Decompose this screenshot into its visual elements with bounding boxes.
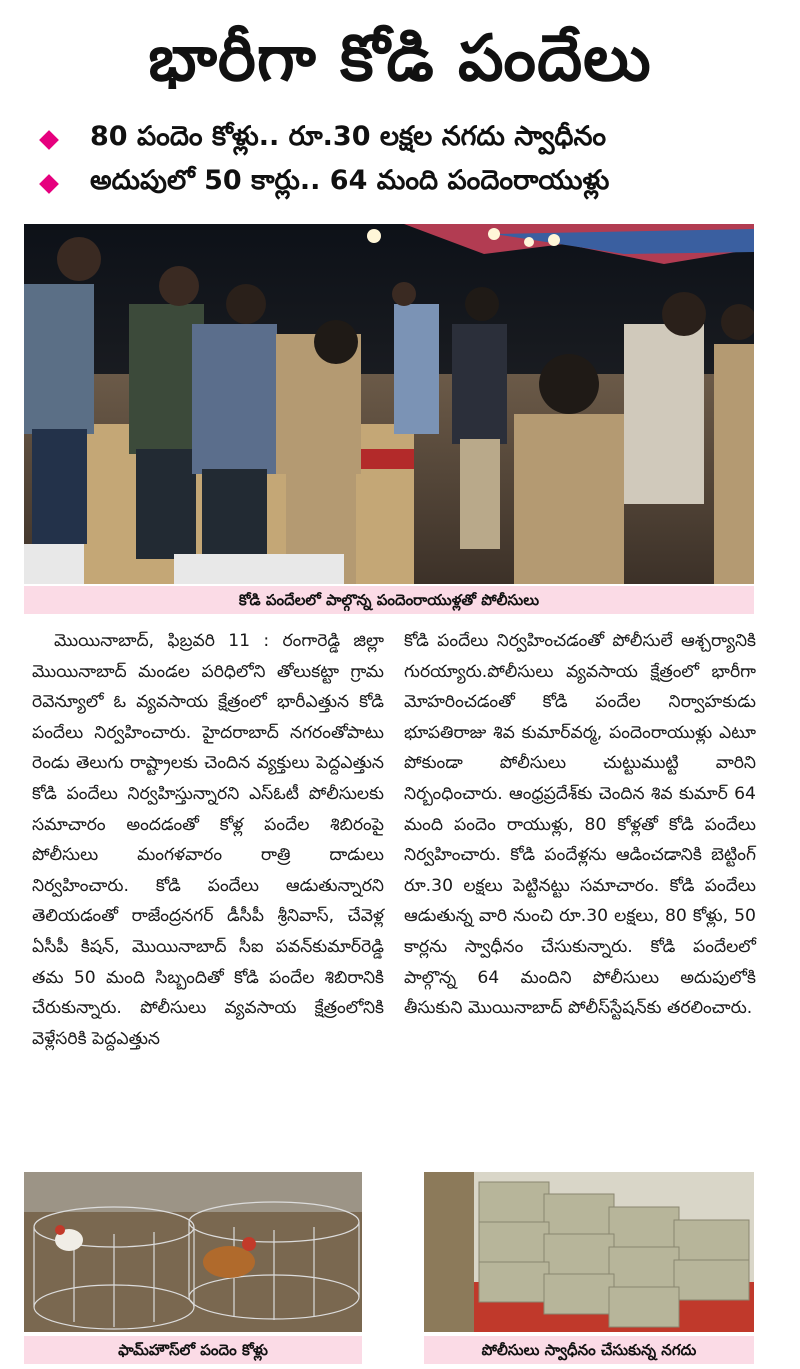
article-column-2 — [404, 626, 756, 1024]
subheadline-list — [36, 118, 776, 206]
subheadline-item — [36, 162, 776, 206]
article-paragraph: మొయినాబాద్, ఫిబ్రవరి 11 : రంగారెడ్డి జిల్లా మొయినాబాద్ మండల పరిధిలోని తోలుకట్టా గ్రామ రెవెన్యూలో ఓ వ్యవసాయ క్షేత్రంలో భారీఎత్తున కోడి పందేలు నిర్వహించారు. హైదరాబాద్ నగరంతోపాటు రెండు తెలుగు రాష్ట్రాలకు చెందిన వ్యక్తులు పెద్దఎత్తున కోడి పందేలు నిర్వహిస్తున్నారని ఎస్ఓటీ పోలీసులకు సమాచారం అందడంతో కోళ్ల పందేల శిబిరంపై పోలీసులు మంగళవారం రాత్రి దాడులు నిర్వహించారు. కోడి పందేలు ఆడుతున్నారని తెలియడంతో రాజేంద్రనగర్ డీసీపీ శ్రీనివాస్, చేవెళ్ల ఏసీపీ కిషన్, మొయినాబాద్ సీఐ పవన్‌కుమార్‌రెడ్డి తమ 50 మంది సిబ్బందితో కోడి పందేల శిబిరానికి చేరుకున్నారు. పోలీసులు వ్యవసాయ క్షేత్రంలోనికి వెళ్లేసరికి పెద్దఎత్తున — [32, 631, 384, 1049]
diamond-bullet-icon — [39, 130, 59, 150]
article-paragraph: కోడి పందేలు నిర్వహించడంతో పోలీసులే ఆశ్చర్యానికి గురయ్యారు.పోలీసులు వ్యవసాయ క్షేత్రంలో భారీగా మోహరించడంతో కోడి పందేల నిర్వాహకుడు భూపతిరాజు శివ కుమార్‌వర్మ, పందెంరాయుళ్లు ఎటూ పోకుండా పోలీసులు చుట్టుముట్టి వారిని నిర్బంధించారు. ఆంధ్రప్రదేశ్‌కు చెందిన శివ కుమార్ 64 మంది పందెం రాయుళ్లు, 80 కోళ్లతో కోడి పందేలు నిర్వహించారు. కోడి పందేళ్లను ఆడించడానికి బెట్టింగ్ రూ.30 లక్షలు పెట్టినట్టు సమాచారం. కోడి పందేలు ఆడుతున్న వారి నుంచి రూ.30 లక్షలు, 80 కోళ్లు, 50 కార్లను స్వాధీనం చేసుకున్నారు. కోడి పందేలలో పాల్గొన్న 64 మందిని పోలీసులు అదుపులోకి తీసుకుని మొయినాబాద్ పోలీస్‌స్టేషన్‌కు తరలించారు. — [404, 631, 756, 1019]
diamond-bullet-icon — [39, 174, 59, 194]
police-raid-photo — [24, 224, 754, 584]
article-column-1 — [32, 626, 384, 1054]
subheadline-text: 80 పందెం కోళ్లు.. రూ.30 లక్షల నగదు స్వాధీనం — [90, 121, 607, 152]
seized-cash-photo — [424, 1172, 754, 1332]
rooster-cages-caption: ఫామ్‌హౌస్‌లో పందెం కోళ్లు — [24, 1336, 362, 1364]
subheadline-item — [36, 118, 776, 162]
main-photo — [24, 224, 754, 584]
seized-cash-caption: పోలీసులు స్వాధీనం చేసుకున్న నగదు — [424, 1336, 754, 1364]
rooster-cages-photo — [24, 1172, 362, 1332]
rooster-cages-image — [24, 1172, 362, 1332]
subheadline-text: అదుపులో 50 కార్లు.. 64 మంది పందెంరాయుళ్లు — [90, 165, 610, 196]
headline: భారీగా కోడి పందేలు — [148, 22, 652, 96]
main-photo-caption: కోడి పందేలలో పాల్గొన్న పందెంరాయుళ్లతో పోలీసులు — [24, 586, 754, 614]
cash-bundles-image — [424, 1172, 754, 1332]
